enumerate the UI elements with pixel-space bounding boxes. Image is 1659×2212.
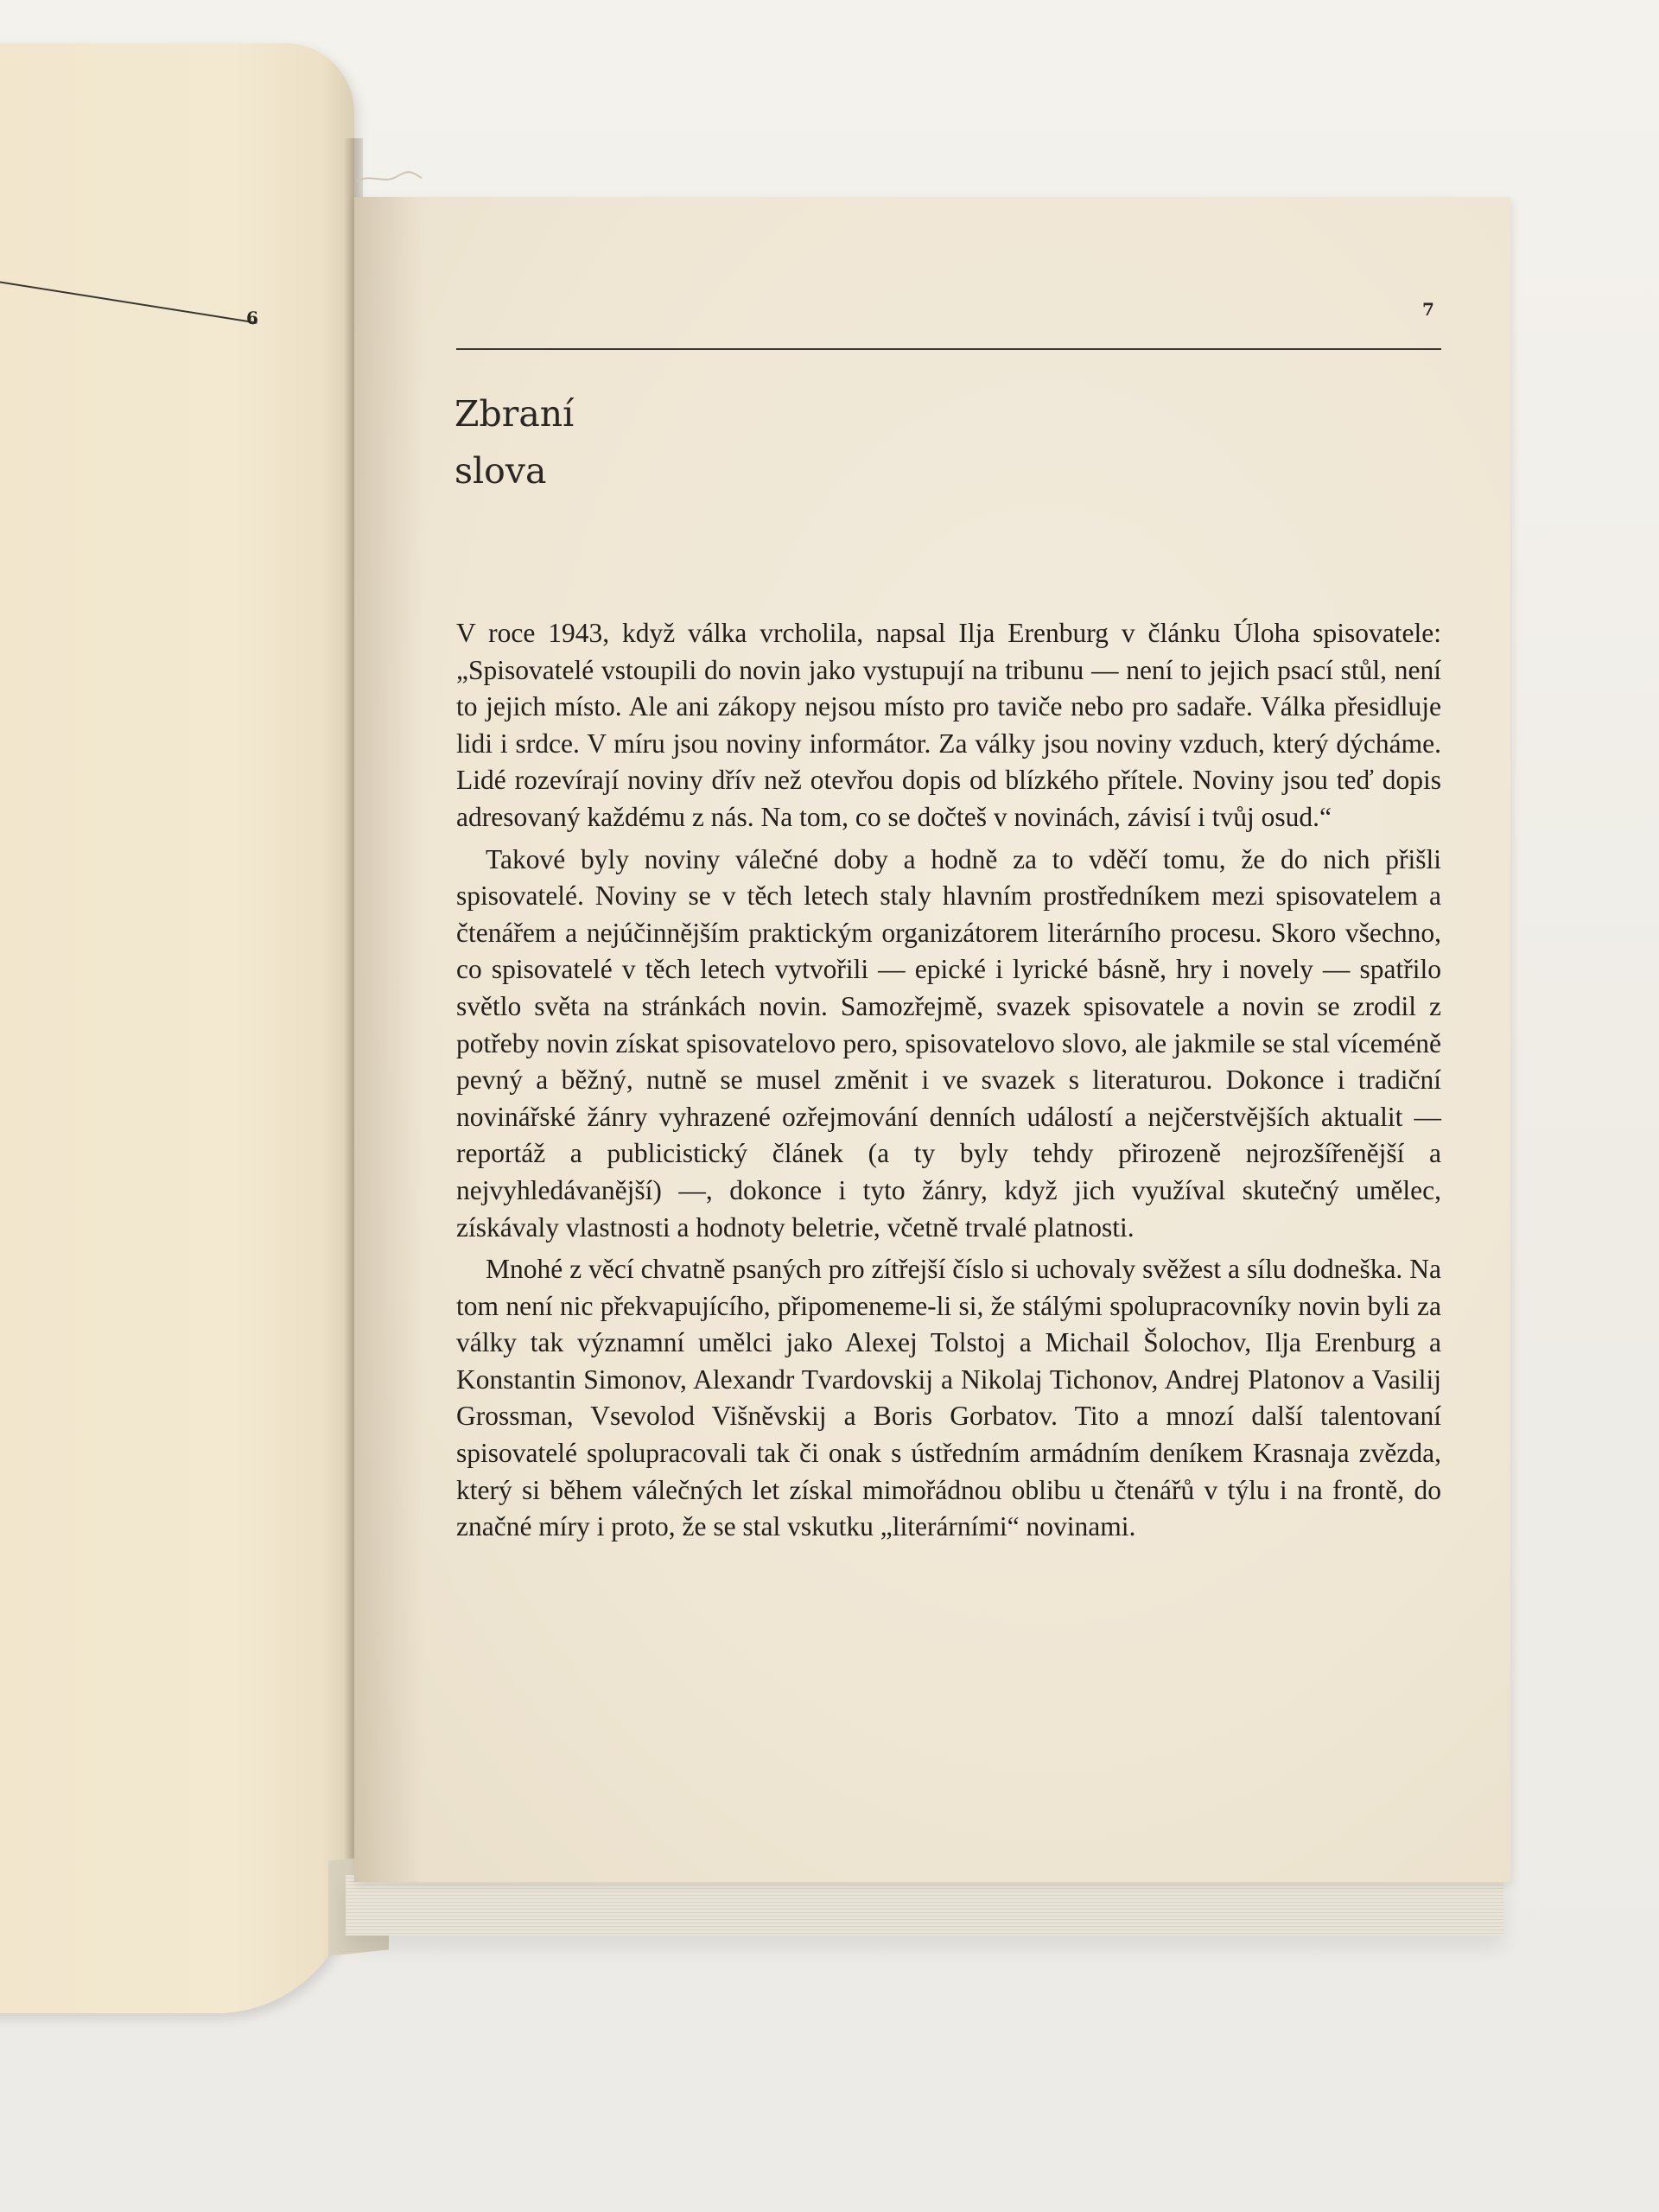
paragraph-1: V roce 1943, když válka vrcholila, napsal Ilja Erenburg v článku Úloha spisovatele: „Spisovatelé vstoupili do novin jako vystupují na tribunu — není to jejich psací stůl, není to jejich místo. Ale ani zákopy nejsou místo pro taviče nebo pro sadaře. Válka přesidluje lidi i srdce. V míru jsou noviny informátor. Za války jsou noviny vzduch, který dýcháme. Lidé rozevírají noviny dřív než otevřou dopis od blízkého přítele. Noviny jsou teď dopis adresovaný každému z nás. Na tom, co se dočteš v novinách, závisí i tvůj osud.“	[456, 618, 1441, 832]
chapter-title-line-2: slova	[454, 450, 547, 492]
paragraph-2: Takové byly noviny válečné doby a hodně za to vděčí tomu, že do nich přišli spisovatelé. Noviny se v těch letech staly hlavním prostředníkem mezi spisovatelem a čtenářem a nejúčinnějším praktickým organizátorem literárního procesu. Skoro všechno, co spisovatelé v těch letech vytvořili — epické i lyrické básně, hry i novely — spatřilo světlo světa na stránkách novin. Samozřejmě, svazek spisovatele a novin se zrodil z potřeby novin získat spisovatelovo pero, spisovatelovo slovo, ale jakmile se stal víceméně pevný a běžný, nutně se musel změnit i ve svazek s literaturou. Dokonce i tradiční novinářské žánry vyhrazené ozřejmování denních událostí a nejčerstvějších aktualit — reportáž a publicistický článek (a ty byly tehdy přirozeně nejrozšířenější a nejvyhledávanější) —, dokonce i tyto žánry, když jich využíval skutečný umělec, získávaly vlastnosti a hodnoty beletrie, včetně trvalé platnosti.	[456, 843, 1441, 1243]
right-page-number: 7	[1422, 299, 1434, 320]
paragraph-3: Mnohé z věcí chvatně psaných pro zítřejší číslo si uchovaly svěžest a sílu dodneška. Na tom není nic překvapujícího, připomeneme-li si, že stálými spolupracovníky novin byli za války tak významní umělci jako Alexej Tolstoj a Michail Šolochov, Ilja Erenburg a Konstantin Simonov, Alexandr Tvardovskij a Nikolaj Tichonov, Andrej Platonov a Vasilij Grossman, Vsevolod Višněvskij a Boris Gorbatov. Tito a mnozí další talentovaní spisovatelé spolupracovali tak či onak s ústředním armádním deníkem Krasnaja zvězda, který si během válečných let získal mimořádnou oblibu u čtenářů v týlu i na frontě, do značné míry i proto, že se stal vskutku „literárními“ novinami.	[456, 1254, 1441, 1542]
left-page	[0, 43, 354, 2013]
loose-thread	[354, 169, 423, 187]
right-page	[354, 197, 1510, 1882]
left-page-number: 6	[246, 308, 258, 328]
page-stack-edge	[346, 1875, 1503, 1936]
header-rule	[456, 348, 1441, 350]
body-text	[456, 615, 1441, 1546]
left-page-rule	[0, 273, 257, 324]
chapter-title-line-1: Zbraní	[454, 393, 575, 435]
gutter-shadow	[354, 197, 423, 1882]
chapter-title	[454, 385, 574, 499]
